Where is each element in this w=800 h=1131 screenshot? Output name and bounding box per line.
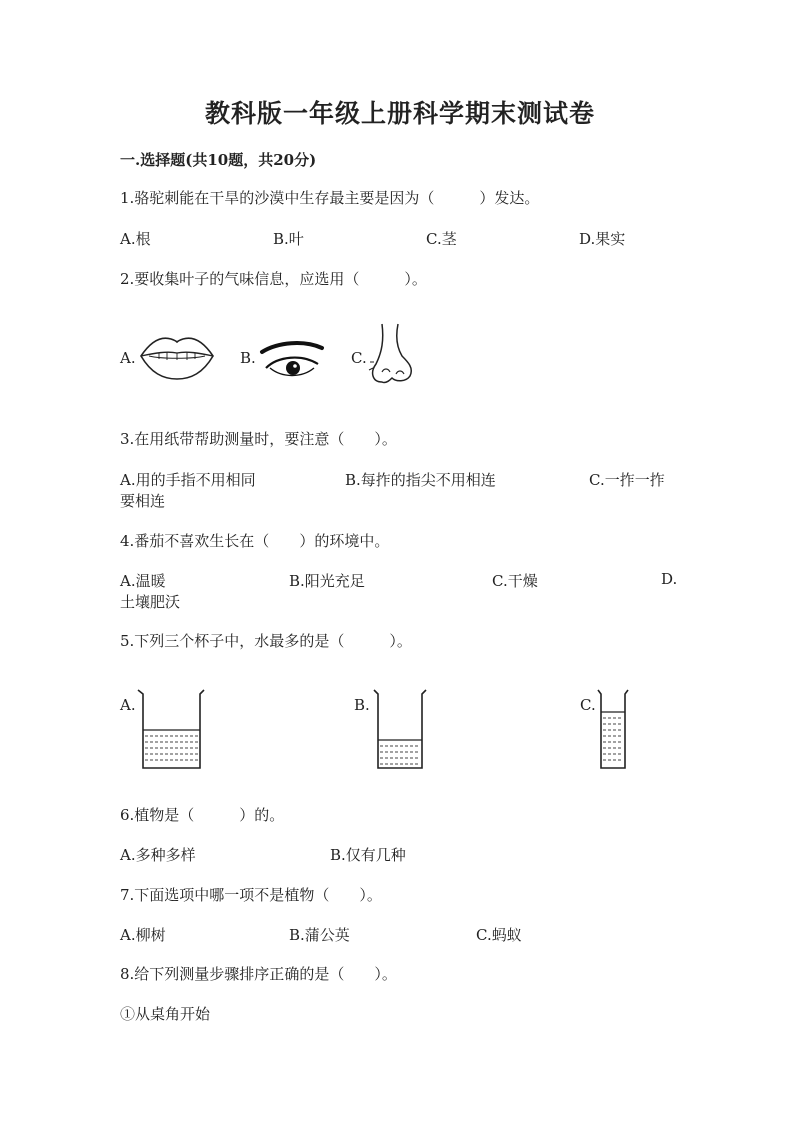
q5-option-c[interactable]: C. bbox=[580, 696, 596, 714]
q5-option-b[interactable]: B. bbox=[354, 696, 370, 714]
wide-beaker-icon bbox=[136, 688, 206, 770]
eye-icon bbox=[260, 340, 326, 382]
page-title: 教科版一年级上册科学期末测试卷 bbox=[204, 99, 595, 128]
q6-option-a[interactable]: A.多种多样 bbox=[120, 846, 196, 864]
q1-option-d[interactable]: D.果实 bbox=[579, 230, 626, 248]
q2-option-b[interactable]: B. bbox=[240, 349, 256, 367]
q1-option-c[interactable]: C.茎 bbox=[426, 230, 457, 248]
q4-option-b[interactable]: B.阳光充足 bbox=[289, 572, 365, 590]
q4-option-a[interactable]: A.温暖 bbox=[120, 572, 166, 590]
q3-option-c[interactable]: C.一拃一拃 bbox=[589, 471, 665, 489]
question-1: 1.骆驼刺能在干旱的沙漠中生存最主要是因为（ ）发达。 bbox=[120, 189, 540, 207]
q1-option-b[interactable]: B.叶 bbox=[273, 230, 304, 248]
question-2: 2.要收集叶子的气味信息，应选用（ ）。 bbox=[120, 270, 427, 288]
q7-option-b[interactable]: B.蒲公英 bbox=[289, 926, 350, 944]
question-7: 7.下面选项中哪一项不是植物（ ）。 bbox=[120, 886, 382, 904]
q2-option-a[interactable]: A. bbox=[120, 349, 136, 367]
q3-option-a[interactable]: A.用的手指不用相同 bbox=[120, 471, 256, 489]
q1-option-a[interactable]: A.根 bbox=[120, 230, 151, 248]
section-heading: 一.选择题(共10题，共20分) bbox=[120, 151, 317, 169]
q6-option-b[interactable]: B.仅有几种 bbox=[330, 846, 406, 864]
q4-option-d[interactable]: D. bbox=[661, 570, 678, 588]
nose-icon bbox=[368, 322, 414, 386]
q4-option-c[interactable]: C.干燥 bbox=[492, 572, 538, 590]
question-3: 3.在用纸带帮助测量时，要注意（ ）。 bbox=[120, 430, 397, 448]
q2-option-c[interactable]: C. bbox=[351, 349, 367, 367]
q8-step-1: ①从桌角开始 bbox=[120, 1005, 211, 1023]
question-4: 4.番茄不喜欢生长在（ ）的环境中。 bbox=[120, 532, 390, 550]
q7-option-a[interactable]: A.柳树 bbox=[120, 926, 166, 944]
q3-option-c-continued: 要相连 bbox=[120, 492, 166, 510]
question-6: 6.植物是（ ）的。 bbox=[120, 806, 285, 824]
narrow-beaker-icon bbox=[596, 688, 630, 770]
q3-option-b[interactable]: B.每拃的指尖不用相连 bbox=[345, 471, 496, 489]
mouth-icon bbox=[139, 331, 215, 381]
question-5: 5.下列三个杯子中，水最多的是（ ）。 bbox=[120, 632, 412, 650]
q7-option-c[interactable]: C.蚂蚁 bbox=[476, 926, 522, 944]
q4-option-d-continued: 土壤肥沃 bbox=[120, 593, 181, 611]
medium-beaker-icon bbox=[372, 688, 428, 770]
question-8: 8.给下列测量步骤排序正确的是（ ）。 bbox=[120, 965, 397, 983]
q5-option-a[interactable]: A. bbox=[120, 696, 136, 714]
